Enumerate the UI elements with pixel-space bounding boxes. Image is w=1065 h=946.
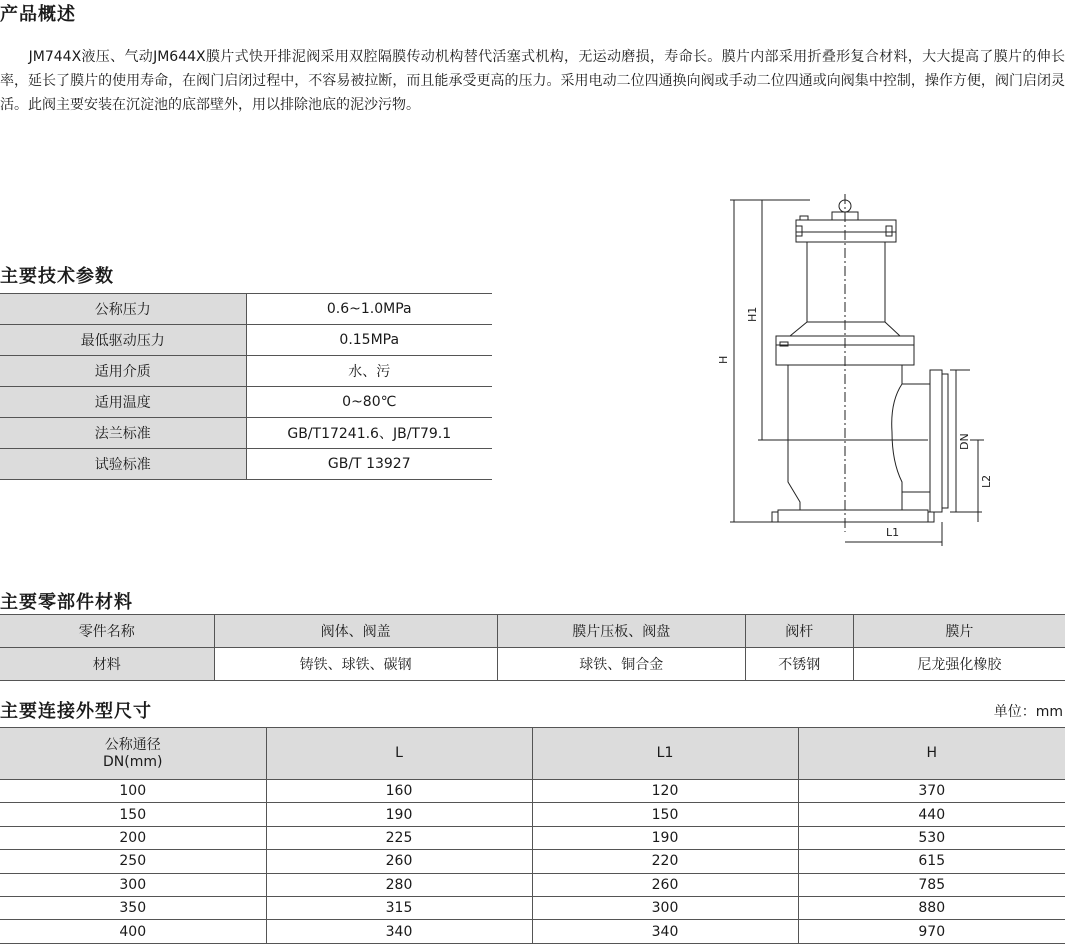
- parts-material-cell: 尼龙强化橡胶: [853, 648, 1065, 681]
- overview-title: 产品概述: [0, 4, 76, 25]
- H1-label: H1: [746, 306, 759, 322]
- spec-label: 法兰标准: [0, 418, 246, 449]
- table-row: [0, 615, 1065, 648]
- spec-value: GB/T 13927: [246, 449, 492, 480]
- parts-material-cell: 不锈钢: [745, 648, 853, 681]
- table-row: [0, 896, 1065, 919]
- table-row: [0, 850, 1065, 873]
- spec-value: 0.6~1.0MPa: [246, 294, 492, 325]
- spec-label: 试验标准: [0, 449, 246, 480]
- dims-cell: 300: [0, 873, 266, 896]
- dims-cell: 530: [798, 826, 1065, 849]
- dims-cell: 370: [798, 780, 1065, 803]
- spec-label: 适用介质: [0, 356, 246, 387]
- dims-cell: 440: [798, 803, 1065, 826]
- dims-cell: 190: [532, 826, 798, 849]
- table-row: [0, 294, 492, 325]
- dims-cell: 250: [0, 850, 266, 873]
- overview-text: JM744X液压、气动JM644X膜片式快开排泥阀采用双腔隔膜传动机构替代活塞式机构，无运动磨损，寿命长。膜片内部采用折叠形复合材料，大大提高了膜片的伸长率，延长了膜片的使用寿命，在阀门启闭过程中，不容易被拉断，而且能承受更高的压力。采用电动二位四通换向阀或手动二位四通或向阀集中控制，操作方便，阀门启闭灵活。此阀主要安装在沉淀池的底部壁外，用以排除池底的泥沙污物。: [0, 49, 1065, 113]
- dims-header-H: H: [798, 728, 1065, 780]
- body-left: [788, 365, 800, 510]
- spec-label: 适用温度: [0, 387, 246, 418]
- spec-label: 最低驱动压力: [0, 325, 246, 356]
- parts-header-cell: 零件名称: [0, 615, 214, 648]
- table-row: [0, 418, 492, 449]
- specs-title: 主要技术参数: [0, 266, 114, 287]
- dims-cell: 150: [0, 803, 266, 826]
- dims-cell: 190: [266, 803, 532, 826]
- table-row: [0, 920, 1065, 943]
- dims-table: [0, 727, 1065, 944]
- spec-value: GB/T17241.6、JB/T79.1: [246, 418, 492, 449]
- spec-value: 0.15MPa: [246, 325, 492, 356]
- dims-cell: 160: [266, 780, 532, 803]
- table-row: [0, 873, 1065, 896]
- parts-material-cell: 球铁、铜合金: [497, 648, 745, 681]
- table-row: [0, 325, 492, 356]
- cylinder: [807, 242, 885, 322]
- dims-cell: 260: [532, 873, 798, 896]
- dims-cell: 970: [798, 920, 1065, 943]
- parts-table: [0, 614, 1065, 681]
- parts-header-cell: 阀体、阀盖: [214, 615, 497, 648]
- spec-value: 0~80℃: [246, 387, 492, 418]
- dims-header-dn-line1: 公称通径: [104, 736, 161, 753]
- body-right: [892, 365, 902, 510]
- dims-cell: 300: [532, 896, 798, 919]
- dims-cell: 150: [532, 803, 798, 826]
- DN-label: DN: [958, 433, 971, 450]
- table-row: [0, 803, 1065, 826]
- L2-label: L2: [980, 474, 993, 488]
- spec-label: 公称压力: [0, 294, 246, 325]
- parts-header-cell: 膜片: [853, 615, 1065, 648]
- dims-header-L: L: [266, 728, 532, 780]
- dims-cell: 100: [0, 780, 266, 803]
- table-row: [0, 826, 1065, 849]
- table-row: [0, 449, 492, 480]
- dims-cell: 315: [266, 896, 532, 919]
- dims-cell: 400: [0, 920, 266, 943]
- dims-header-dn: [0, 728, 266, 780]
- dims-cell: 200: [0, 826, 266, 849]
- dims-cell: 615: [798, 850, 1065, 873]
- valve-drawing: [717, 192, 1010, 550]
- bottom-flange: [778, 510, 928, 522]
- table-row: [0, 648, 1065, 681]
- parts-header-cell: 阀杆: [745, 615, 853, 648]
- table-row: [0, 780, 1065, 803]
- table-row: [0, 356, 492, 387]
- dims-cell: 350: [0, 896, 266, 919]
- parts-material-cell: 铸铁、球铁、碳钢: [214, 648, 497, 681]
- dims-header-L1: L1: [532, 728, 798, 780]
- dims-cell: 120: [532, 780, 798, 803]
- side-flange: [930, 370, 942, 512]
- dims-title: 主要连接外型尺寸: [0, 701, 152, 722]
- table-header-row: [0, 728, 1065, 780]
- unit-label: 单位：mm: [993, 704, 1063, 720]
- parts-material-cell: 材料: [0, 648, 214, 681]
- dims-cell: 260: [266, 850, 532, 873]
- parts-header-cell: 膜片压板、阀盘: [497, 615, 745, 648]
- dims-cell: 340: [532, 920, 798, 943]
- specs-table: [0, 293, 492, 480]
- top-flange: [796, 220, 896, 242]
- dims-header-dn-line2: DN(mm): [103, 753, 163, 770]
- dims-cell: 785: [798, 873, 1065, 896]
- dims-cell: 340: [266, 920, 532, 943]
- H-label: H: [717, 355, 730, 364]
- dims-cell: 225: [266, 826, 532, 849]
- dims-cell: 880: [798, 896, 1065, 919]
- L1-label: L1: [886, 526, 900, 539]
- dims-cell: 280: [266, 873, 532, 896]
- dims-cell: 220: [532, 850, 798, 873]
- spec-value: 水、污: [246, 356, 492, 387]
- parts-title: 主要零部件材料: [0, 592, 133, 613]
- table-row: [0, 387, 492, 418]
